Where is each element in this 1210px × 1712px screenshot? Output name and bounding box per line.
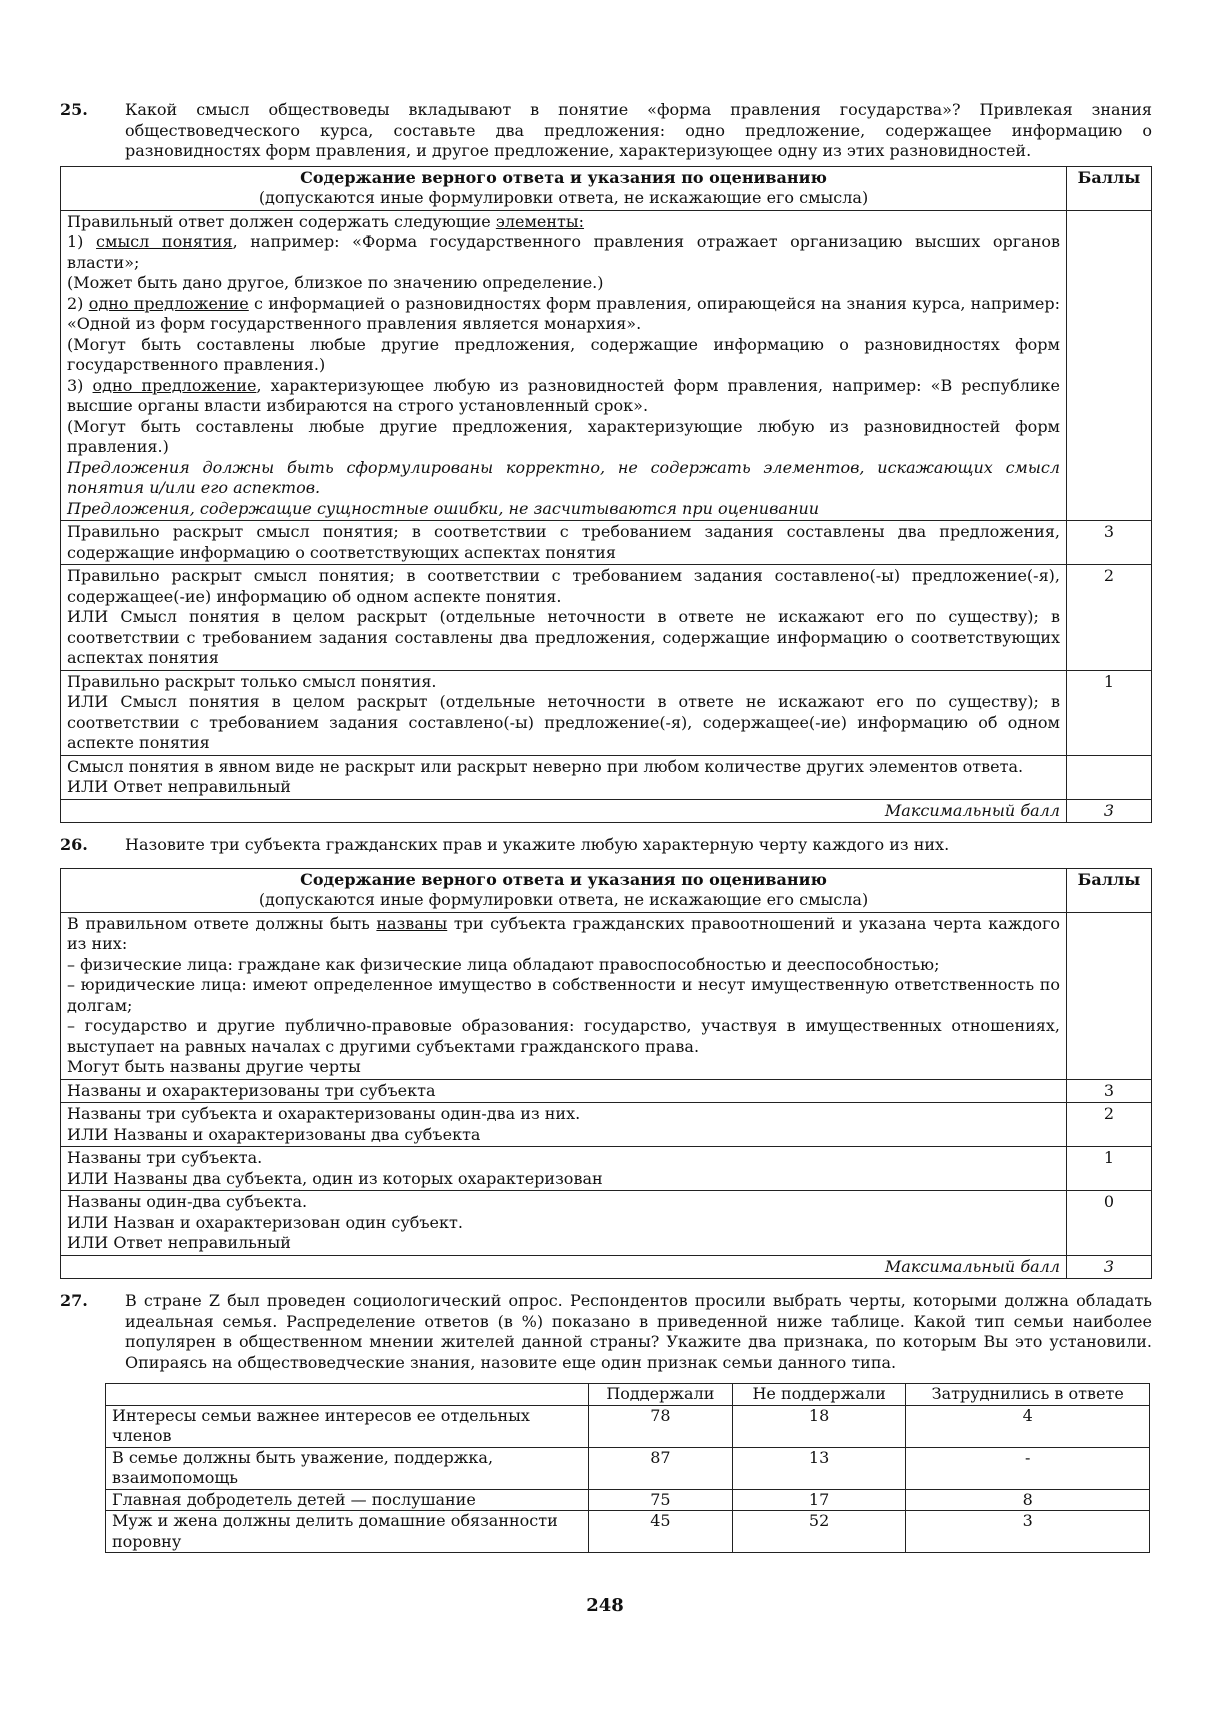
criteria-score: 1 (1067, 1147, 1152, 1191)
element-number: 3) (67, 375, 93, 395)
criteria-line: Названы три субъекта и охарактеризованы один-два из них. (67, 1104, 581, 1123)
table-row (106, 1447, 1150, 1489)
row-label: Интересы семьи важнее интересов ее отдельных членов (106, 1405, 589, 1447)
intro-text: В правильном ответе должны быть (67, 913, 377, 933)
header-score: Баллы (1067, 166, 1152, 210)
table-row (106, 1511, 1150, 1553)
header-sub: (допускаются иные формулировки ответа, не искажающие его смысла) (258, 890, 869, 909)
cell-value: 3 (906, 1511, 1150, 1553)
criteria-line: Названы три субъекта. (67, 1148, 263, 1167)
criteria-row (61, 755, 1152, 799)
element-key: одно предложение (88, 293, 249, 313)
cell-value: 17 (732, 1489, 906, 1511)
cell-value: 87 (589, 1447, 733, 1489)
criteria-score: 3 (1067, 1079, 1152, 1103)
cell-value: 18 (732, 1405, 906, 1447)
criteria-row (61, 565, 1152, 671)
criteria-line: ИЛИ Названы два субъекта, один из которых охарактеризован (67, 1168, 603, 1188)
page-content (60, 92, 1152, 1553)
table-row (106, 1489, 1150, 1511)
intro-underlined: элементы: (495, 211, 585, 231)
italic-note: Предложения должны быть сформулированы корректно, не содержать элементов, искажающих смысл понятия и/или его аспектов. (67, 457, 1060, 497)
criteria-row (61, 521, 1152, 565)
survey-table (105, 1383, 1150, 1553)
question-number: 25. (60, 100, 88, 119)
cell-value: 8 (906, 1489, 1150, 1511)
criteria-score: 2 (1067, 565, 1152, 671)
cell-value: - (906, 1447, 1150, 1489)
list-item: – физические лица: граждане как физические лица обладают правоспособностью и дееспособностью; (67, 954, 940, 974)
criteria-line: ИЛИ Смысл понятия в целом раскрыт (отдельные неточности в ответе не искажают его по существу); в соответствии с требованием задания составлено(-ы) предложение(-я), содержащее(-ие) информацию об одном аспекте понятия (67, 692, 1060, 752)
max-score-value: 3 (1067, 799, 1152, 823)
column-header: Поддержали (589, 1384, 733, 1406)
list-item: – государство и другие публично-правовые образования: государство, участвуя в имущественных отношениях, выступает на равных началах с другими субъектами гражданского права. (67, 1016, 1060, 1056)
element-text: , характеризующее любую из разновидностей форм правления, например: «В республике высшие органы власти избираются на строго установленный срок». (67, 375, 1061, 415)
content-note: Могут быть названы другие черты (67, 1057, 361, 1076)
page-number: 248 (586, 1595, 624, 1616)
cell-value: 4 (906, 1405, 1150, 1447)
criteria-score: 0 (1067, 1191, 1152, 1256)
answer-content (61, 210, 1067, 521)
max-score-row (61, 799, 1152, 823)
empty-score (1067, 912, 1152, 1079)
italic-note: Предложения, содержащие сущностные ошибки, не засчитываются при оценивании (67, 498, 820, 518)
criteria-line: ИЛИ Смысл понятия в целом раскрыт (отдельные неточности в ответе не искажают его по существу); в соответствии с требованием задания составлены два предложения, содержащие информацию о соответствующих аспектах понятия (67, 607, 1060, 667)
table-row (106, 1405, 1150, 1447)
criteria-row (61, 1147, 1152, 1191)
intro-underlined: названы (376, 913, 448, 933)
criteria-line: Правильно раскрыт только смысл понятия. (67, 671, 437, 691)
criteria-score: 1 (1067, 670, 1152, 755)
criteria-line: Правильно раскрыт смысл понятия; в соответствии с требованием задания составлено(-ы) предложение(-я), содержащее(-ие) информацию об одном аспекте понятия. (67, 566, 1060, 606)
element-note: (Могут быть составлены любые другие предложения, содержащие информацию о разновидностях форм государственного правления.) (67, 334, 1060, 374)
row-label: Главная добродетель детей — послушание (106, 1489, 589, 1511)
element-note: (Могут быть составлены любые другие предложения, характеризующие любую из разновидностей форм правления.) (67, 416, 1060, 456)
empty-score (1067, 210, 1152, 521)
question-number: 26. (60, 835, 88, 854)
question-text: Назовите три субъекта гражданских прав и укажите любую характерную черту каждого из них. (125, 835, 950, 854)
criteria-line: Смысл понятия в явном виде не раскрыт или раскрыт неверно при любом количестве других элементов ответа. (67, 756, 1024, 776)
cell-value: 13 (732, 1447, 906, 1489)
header-sub: (допускаются иные формулировки ответа, не искажающие его смысла) (258, 188, 869, 207)
criteria-score: 2 (1067, 1103, 1152, 1147)
intro-text: Правильный ответ должен содержать следующие (67, 211, 496, 231)
criteria-line: ИЛИ Ответ неправильный (67, 1233, 291, 1252)
question-text: В стране Z был проведен социологический опрос. Респондентов просили выбрать черты, которыми должна обладать идеальная семья. Распределение ответов (в %) показано в приведенной ниже таблице. Какой тип семьи наиболее популярен в общественном мнении жителей данной страны? Укажите два признака, по которым Вы это установили. Опираясь на обществоведческие знания, назовите еще один признак семьи данного типа. (125, 1291, 1152, 1372)
criteria-row (61, 1079, 1152, 1103)
question-text: Какой смысл обществоведы вкладывают в понятие «форма правления государства»? Привлекая знания обществоведческого курса, составьте два предложения: одно предложение, содержащее информацию о разновидностях форм правления, и другое предложение, характеризующее одну из этих разновидностей. (125, 100, 1152, 160)
criteria-line: ИЛИ Названы и охарактеризованы два субъекта (67, 1124, 481, 1144)
cell-value: 45 (589, 1511, 733, 1553)
question-26 (60, 835, 1152, 856)
header-main: Содержание верного ответа и указания по оцениванию (300, 869, 827, 889)
criteria-line: Названы и охарактеризованы три субъекта (67, 1080, 436, 1100)
criteria-row (61, 1103, 1152, 1147)
answer-table-25 (60, 166, 1152, 824)
header-main: Содержание верного ответа и указания по оцениванию (300, 167, 827, 187)
cell-value: 75 (589, 1489, 733, 1511)
intro-text: три субъекта гражданских правоотношений и указана черта каждого из них: (67, 913, 1060, 953)
criteria-row (61, 670, 1152, 755)
criteria-line: Названы один-два субъекта. (67, 1192, 308, 1211)
max-score-label: Максимальный балл (61, 799, 1067, 823)
criteria-line: Правильно раскрыт смысл понятия; в соответствии с требованием задания составлены два предложения, содержащие информацию о соответствующих аспектах понятия (67, 522, 1060, 562)
table-header (61, 868, 1067, 912)
element-text: с информацией о разновидностях форм правления, опирающейся на знания курса, например: «Одной из форм государственного правления является монархия». (67, 293, 1060, 333)
question-27 (60, 1291, 1152, 1373)
answer-content (61, 912, 1067, 1079)
max-score-row (61, 1255, 1152, 1279)
element-text: , например: «Форма государственного правления отражает организацию высших органов власти»; (67, 232, 1060, 272)
criteria-line: ИЛИ Ответ неправильный (67, 777, 291, 796)
element-number: 2) (67, 293, 89, 313)
element-key: одно предложение (92, 375, 257, 395)
header-score: Баллы (1067, 868, 1152, 912)
criteria-line: ИЛИ Назван и охарактеризован один субъект. (67, 1212, 463, 1232)
column-header: Затруднились в ответе (906, 1384, 1150, 1406)
question-25 (60, 100, 1152, 162)
criteria-row (61, 1191, 1152, 1256)
row-label: Муж и жена должны делить домашние обязанности поровну (106, 1511, 589, 1553)
cell-value: 78 (589, 1405, 733, 1447)
table-header (61, 166, 1067, 210)
list-item: – юридические лица: имеют определенное имущество в собственности и несут имущественную ответственность по долгам; (67, 975, 1060, 1015)
question-number: 27. (60, 1291, 88, 1310)
row-label: В семье должны быть уважение, поддержка, взаимопомощь (106, 1447, 589, 1489)
criteria-score (1067, 755, 1152, 799)
max-score-value: 3 (1067, 1255, 1152, 1279)
max-score-label: Максимальный балл (61, 1255, 1067, 1279)
column-header: Не поддержали (732, 1384, 906, 1406)
cell-value: 52 (732, 1511, 906, 1553)
element-note: (Может быть дано другое, близкое по значению определение.) (67, 273, 604, 292)
answer-table-26 (60, 868, 1152, 1280)
element-key: смысл понятия (96, 232, 233, 251)
column-header (106, 1384, 589, 1406)
element-number: 1) (67, 232, 97, 251)
criteria-score: 3 (1067, 521, 1152, 565)
